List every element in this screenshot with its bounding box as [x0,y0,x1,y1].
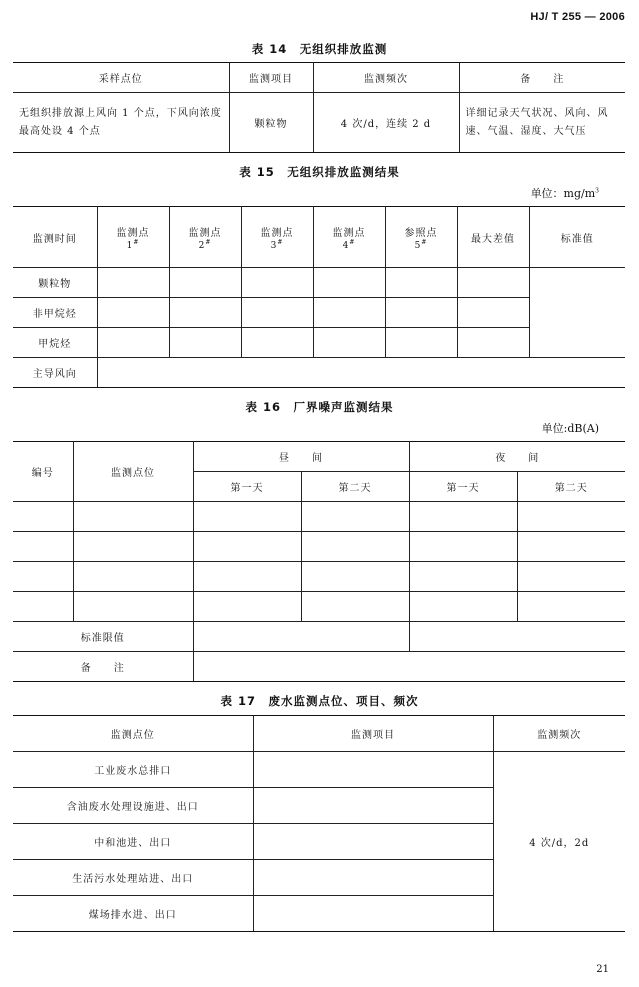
t15-row-label-wind: 主导风向 [13,358,97,388]
t17-item-cell [253,788,493,824]
t16-header-daytime: 昼 间 [193,442,409,472]
t17-frequency-cell: 4 次/d，2d [493,752,625,932]
t15-cell [169,328,241,358]
t16-note-cell [193,652,625,682]
t16-blank-row [13,502,625,532]
t17-header-point: 监测点位 [13,716,253,752]
t15-cell [241,298,313,328]
t14-cell-point: 无组织排放源上风向 1 个点，下风向浓度最高处设 4 个点 [13,93,229,153]
t16-header-night-first: 第一天 [409,472,517,502]
t15-row-label-methane: 甲烷烃 [13,328,97,358]
t14-header-item: 监测项目 [229,63,313,93]
t15-header-point-3: 监测点 3# [241,207,313,268]
t17-item-cell [253,752,493,788]
t15-cell [241,328,313,358]
t14-header-frequency: 监测频次 [313,63,459,93]
t16-header-point: 监测点位 [73,442,193,502]
t17-item-cell [253,860,493,896]
t16-blank-row [13,532,625,562]
t16-limit-night-cell [409,622,625,652]
t14-header-note: 备 注 [459,63,625,93]
t15-row-label-particulate: 颗粒物 [13,268,97,298]
t16-limit-label: 标准限值 [13,622,193,652]
t16-limit-day-cell [193,622,409,652]
t17-row-label: 工业废水总排口 [13,752,253,788]
page-number: 21 [596,964,609,975]
t16-header-night-second: 第二天 [517,472,625,502]
t15-header-standard: 标准值 [529,207,625,268]
table17 [13,715,625,932]
t15-cell [241,268,313,298]
t15-cell [385,268,457,298]
t16-blank-row [13,562,625,592]
t17-item-cell [253,896,493,932]
t15-cell [169,268,241,298]
t15-header-time: 监测时间 [13,207,97,268]
t15-cell [457,328,529,358]
t15-header-point-1: 监测点 1# [97,207,169,268]
t15-cell [313,298,385,328]
t15-cell [169,298,241,328]
t16-header-nighttime: 夜 间 [409,442,625,472]
t14-cell-note: 详细记录天气状况、风向、风速、气温、湿度、大气压 [459,93,625,153]
table15 [13,206,625,388]
t14-cell-frequency: 4 次/d，连续 2 d [313,93,459,153]
table17-caption: 表 17 废水监测点位、项目、频次 [220,694,419,708]
t15-header-reference-point: 参照点 5# [385,207,457,268]
t15-cell [457,268,529,298]
t16-note-label: 备 注 [13,652,193,682]
t17-header-frequency: 监测频次 [493,716,625,752]
table15-caption: 表 15 无组织排放监测结果 [239,165,400,179]
t17-row-label: 含油废水处理设施进、出口 [13,788,253,824]
t15-wind-cell [97,358,625,388]
t16-blank-row [13,592,625,622]
t17-row-label: 煤场排水进、出口 [13,896,253,932]
table16-caption: 表 16 厂界噪声监测结果 [245,400,394,414]
t16-header-day-first: 第一天 [193,472,301,502]
t15-cell [457,298,529,328]
t14-header-point: 采样点位 [13,63,229,93]
t15-cell [97,268,169,298]
table14-caption: 表 14 无组织排放监测 [251,42,388,56]
t17-row-label: 中和池进、出口 [13,824,253,860]
table15-unit: 单位：$mg/m^3$ [530,187,599,200]
table14 [13,62,625,153]
t15-cell [313,268,385,298]
t15-header-point-4: 监测点 4# [313,207,385,268]
table16-unit: 单位:dB(A) [541,422,599,435]
t17-item-cell [253,824,493,860]
t17-row-label: 生活污水处理站进、出口 [13,860,253,896]
t17-header-item: 监测项目 [253,716,493,752]
t15-header-point-2: 监测点 2# [169,207,241,268]
t14-cell-item: 颗粒物 [229,93,313,153]
t15-row-label-nonmethane: 非甲烷烃 [13,298,97,328]
table16 [13,441,625,682]
t15-cell [313,328,385,358]
standard-code: HJ/ T 255 — 2006 [530,11,625,23]
t15-cell [385,298,457,328]
t16-header-day-second: 第二天 [301,472,409,502]
t15-cell [97,328,169,358]
t15-cell [385,328,457,358]
t16-header-number: 编号 [13,442,73,502]
t15-header-max-diff: 最大差值 [457,207,529,268]
t15-cell [97,298,169,328]
t15-standard-merged-cell [529,268,625,358]
